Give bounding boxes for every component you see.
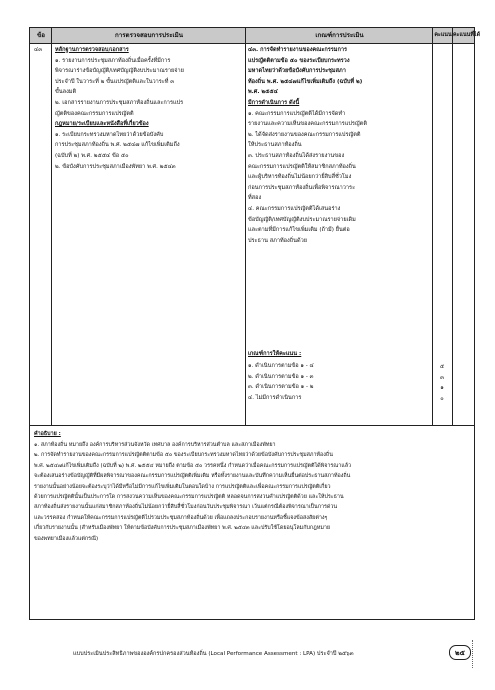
criteria-score: ๐ — [440, 395, 444, 402]
text-line: ๔๓. การจัดทำรายงานของคณะกรรมการ — [248, 47, 347, 53]
header-item-no: ข้อ — [37, 32, 45, 39]
text-line: ๑. คณะกรรมการแปรญัตติได้มีการจัดทำ — [248, 110, 346, 117]
row-number: ๔๓ — [34, 47, 43, 53]
criteria-item: ๔. ไม่มีการดำเนินการ — [248, 394, 302, 401]
explanation-line: และวรรคสอง กำหนดให้คณะกรรมการแปรญัตติไปรวมประชุมสภาท้องถิ่นด้วย เพื่อแถลงประกอบรายงานหรือชี้แจงข้อสงสัยต่างๆ — [34, 514, 328, 521]
text-line: และผู้บริหารท้องถิ่นไม่น้อยกว่ายี่สิบสี่ชั่วโมง — [248, 174, 352, 181]
column-divider — [452, 28, 453, 426]
text-line: ขั้นลงมติ — [55, 89, 77, 96]
table-header — [30, 28, 481, 44]
explanation-line: ๑. สภาท้องถิ่น หมายถึง องค์การบริหารส่วนจังหวัด เทศบาล องค์การบริหารส่วนตำบล และสภาเมืองพัทยา — [34, 442, 276, 448]
text-line: ๒. ข้อบังคับการประชุมสภาเมืองพัทยา พ.ศ. ๒๕๔๓ — [55, 163, 176, 170]
header-criteria: เกณฑ์การประเมิน — [315, 32, 364, 39]
text-line: ก่อนการประชุมสภาท้องถิ่นเพื่อพิจารณาวาระ — [248, 184, 356, 191]
header-score: คะแนน — [434, 32, 452, 38]
text-line: การประชุมสภาท้องถิ่น พ.ศ. ๒๕๔๗ แก้ไขเพิ่มเติมถึง — [55, 142, 180, 149]
text-line: ที่สอง — [248, 195, 262, 202]
text-line: และตามที่มีการแก้ไขเพิ่มเติม (ถ้ามี) ยื่นต่อ — [248, 227, 350, 234]
explanation-line: เกี่ยวกับรายงานนั้น (สำหรับเมืองพัทยา ให้ตามข้อบังคับการประชุมสภาเมืองพัทยา พ.ศ. ๒๕๔๓ และปรับใช้โดยอนุโลมกับกฎหมาย — [34, 525, 331, 532]
explanation-line: พ.ศ. ๒๕๔๗แก้ไขเพิ่มเติมถึง (ฉบับที่ ๒) พ.ศ. ๒๕๕๔ หมายถึง ตามข้อ ๕๐ วรรคหนึ่ง กำหนดว่าเมื่อคณะกรรมการแปรญัตติได้พิจารณาแล้ว — [34, 462, 352, 469]
text-line: ๓. ประธานสภาท้องถิ่นได้ส่งรายงานของ — [248, 153, 345, 159]
explanation-section — [29, 426, 475, 620]
explanation-line: ของพทยาเมืองแล้วแต่กรณี) — [34, 535, 99, 542]
text-line: (ฉบับที่ ๒) พ.ศ. ๒๕๕๔ ข้อ ๕๐ — [55, 153, 129, 159]
text-line: ท้องถิ่น พ.ศ. ๒๕๔๗แก้ไขเพิ่มเติมถึง (ฉบับที่ ๒) — [248, 78, 363, 85]
criteria-item: ๒. ดำเนินการตามข้อ ๑ - ๓ — [248, 373, 314, 380]
explanation-line: สภาท้องถิ่นส่งรายงานนั้นแก่สมาชิกสภาท้องถิ่นไม่น้อยกว่ายี่สิบสี่ชั่วโมงก่อนวันประชุมพิจารณา เว้นแต่กรณีต้องพิจารณาเป็นการด่วน — [34, 504, 338, 511]
evaluation-table — [29, 27, 481, 426]
explanation-line: ด้วยการแปรญัตตินั้นเป็นประการใด การสงวนความเห็นของคณะกรรมการแปรญัตติ หลอดจนการสงวนคำแปรญัตติด้วย และให้ประธาน — [34, 494, 344, 500]
text-line: กฎหมาย/ระเบียบและหนังสือที่เกี่ยวข้อง — [55, 121, 149, 128]
column-divider — [51, 28, 52, 426]
text-line: ๑. รายงานการประชุมสภาท้องถิ่นเมื่อครั้งที่มีการ — [55, 57, 171, 64]
criteria-score: ๓ — [440, 374, 444, 381]
text-line: ญัตติของคณะกรรมการแปรญัตติ — [55, 110, 134, 117]
text-line: คณะกรรมการแปรญัตติให้สมาชิกสภาท้องถิ่น — [248, 163, 356, 170]
text-line: ๒. ได้จัดส่งรายงานของคณะกรรมการแปรญัตติ — [248, 131, 361, 138]
text-line: รายงานและความเห็นของคณะกรรมการแปรญัตติ — [248, 121, 367, 128]
criteria-score: ๑ — [440, 385, 444, 392]
criteria-item: ๑. ดำเนินการตามข้อ ๑ - ๔ — [248, 363, 314, 369]
criteria-score: ๕ — [439, 364, 445, 370]
explanation-line: รายงานนั้นอย่างน้อยจะต้องระบุว่าได้มีหรือไม่มีการแก้ไขเพิ่มเติมในตอนใดบ้าง การแปรญัตติและเพื่อคณะกรรมการแปรญัตติเกี่ยว — [34, 483, 331, 490]
column-divider — [432, 28, 433, 426]
criteria-item: ๓. ดำเนินการตามข้อ ๑ - ๒ — [248, 384, 314, 391]
text-line: หลักฐานการตรวจสอบ/เอกสาร — [55, 47, 129, 53]
text-line: พิจารณาร่างข้อบัญญัติ/เทศบัญญัติงบประมาณรายจ่าย — [55, 68, 184, 75]
text-line: แปรญัตติตามข้อ ๕๐ ของระเบียบกระทรวง — [248, 57, 350, 64]
header-inspection: การตรวจสอบการประเมิน — [115, 32, 183, 39]
text-line: ๒. เอกสารรายงานการประชุมสภาท้องถิ่นและการแปร — [55, 100, 184, 106]
explanation-line: จะต้องเสนอร่างข้อบัญญัติที่มีผลพิจารณาของคณะกรรมการแปรญัตติเพิ่มเติม หรือทั้งรายงานและบันทึกความเห็นยื่นต่อประธานสภาท้องถิ่น — [34, 473, 351, 480]
text-line: ประธาน สภาท้องถิ่นด้วย — [248, 237, 307, 244]
text-line: มหาดไทยว่าด้วยข้อบังคับการประชุมสภา — [248, 68, 346, 75]
page-number: ๒๕ — [449, 645, 471, 660]
page-footer: แบบประเมินประสิทธิภาพขององค์กรปกครองส่วนท้องถิ่น (Local Performance Assessment : LPA) ประจำปี ๒๕๖๓ — [73, 651, 354, 657]
text-line: ข้อบัญญัติ/เทศบัญญัติงบประมาณรายจ่ายเดิม — [248, 216, 356, 223]
explanation-title: คำอธิบาย : — [34, 431, 61, 437]
text-line: ๑. ระเบียบกระทรวงมหาดไทยว่าด้วยข้อบังคับ — [55, 131, 164, 138]
explanation-line: ๒. การจัดทำรายงานของคณะกรรมการแปรญัตติตามข้อ ๕๐ ของระเบียบกระทรวงมหาดไทยว่าด้วยข้อบังคับการประชุมสภาท้องถิ่น — [34, 452, 333, 459]
criteria-title: เกณฑ์การให้คะแนน : — [248, 351, 302, 357]
column-divider — [245, 28, 246, 426]
text-line: พ.ศ. ๒๕๕๔ — [248, 89, 278, 96]
text-line: มีการดำเนินการ ดังนี้ — [248, 100, 300, 106]
divider — [472, 640, 473, 668]
header-score-received: คะแนนที่ได้ — [453, 32, 481, 38]
text-line: ให้ประธานสภาท้องถิ่น — [248, 142, 302, 149]
text-line: ๔. คณะกรรมการแปรญัตติได้เสนอร่าง — [248, 206, 341, 212]
text-line: ประจำปี ในวาระที่ ๒ ขั้นแปรญัตติและในวาระที่ ๓ — [55, 78, 175, 85]
